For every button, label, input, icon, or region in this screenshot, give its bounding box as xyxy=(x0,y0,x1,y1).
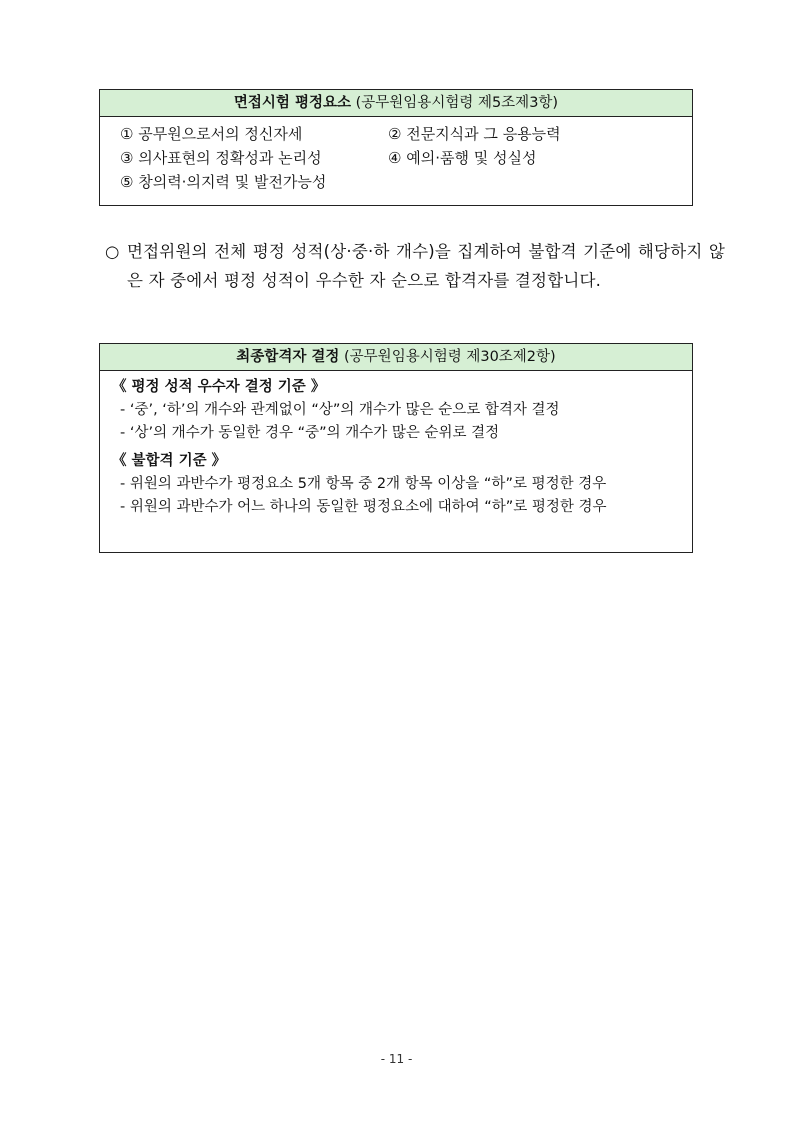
fail-rule-1: - 위원의 과반수가 평정요소 5개 항목 중 2개 항목 이상을 “하”로 평정한 경우 xyxy=(120,476,607,492)
criteria-item-4: ④ 예의·품행 및 성실성 xyxy=(388,149,537,167)
final-pass-title: 최종합격자 결정 xyxy=(236,349,340,365)
fail-rule-2: - 위원의 과반수가 어느 하나의 동일한 평정요소에 대하여 “하”로 평정한 경우 xyxy=(120,499,607,515)
top-scorer-section-title: 《 평정 성적 우수자 결정 기준 》 xyxy=(112,379,326,395)
final-pass-reference: (공무원임용시험령 제30조제2항) xyxy=(339,349,556,365)
interview-criteria-header xyxy=(100,90,692,117)
criteria-item-2: ② 전문지식과 그 응용능력 xyxy=(388,125,561,143)
criteria-item-5: ⑤ 창의력·의지력 및 발전가능성 xyxy=(120,173,327,191)
final-pass-header xyxy=(100,344,692,371)
interview-criteria-box xyxy=(99,89,693,206)
final-pass-box xyxy=(99,343,693,553)
interview-criteria-list xyxy=(100,117,692,194)
criteria-item-1: ① 공무원으로서의 정신자세 xyxy=(120,125,303,143)
circle-bullet-icon: ○ xyxy=(105,242,120,261)
page-number: - 11 - xyxy=(380,1052,413,1066)
top-scorer-rule-1: - ‘중’, ‘하’의 개수와 관계없이 “상”의 개수가 많은 순으로 합격자 결정 xyxy=(120,402,560,418)
criteria-item-3: ③ 의사표현의 정확성과 논리성 xyxy=(120,149,322,167)
fail-section-title: 《 불합격 기준 》 xyxy=(112,453,227,469)
evaluation-paragraph xyxy=(105,237,725,295)
final-pass-content xyxy=(100,371,692,519)
evaluation-paragraph-text: 면접위원의 전체 평정 성적(상·중·하 개수)을 집계하여 불합격 기준에 해당하지 않은 자 중에서 평정 성적이 우수한 자 순으로 합격자를 결정합니다. xyxy=(127,242,725,290)
top-scorer-rule-2: - ‘상’의 개수가 동일한 경우 “중”의 개수가 많은 순위로 결정 xyxy=(120,425,500,441)
interview-criteria-reference: (공무원임용시험령 제5조제3항) xyxy=(351,95,559,111)
interview-criteria-title: 면접시험 평정요소 xyxy=(233,95,352,111)
